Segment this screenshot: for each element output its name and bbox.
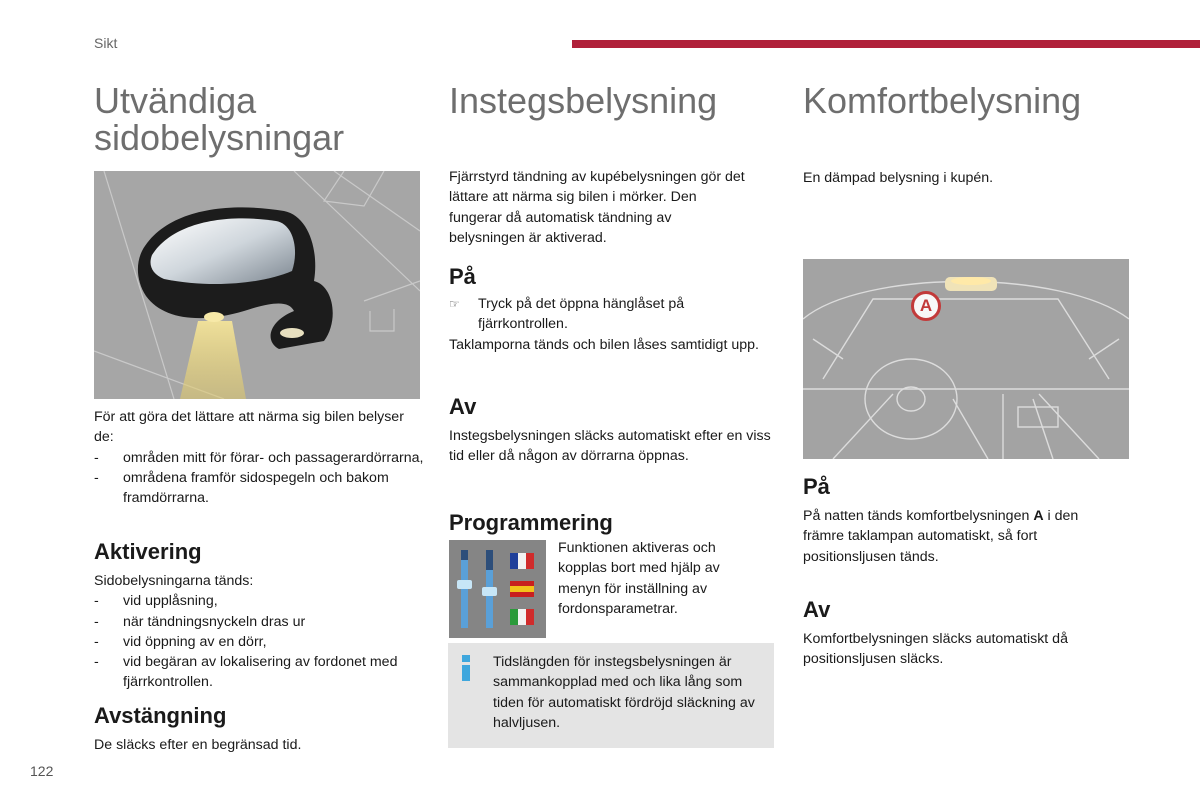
col1-intro: För att göra det lättare att närma sig bilen belyser de: (94, 409, 404, 446)
on-block-col2 (449, 294, 769, 355)
cabin-illustration (803, 259, 1129, 459)
header-accent-bar (572, 40, 1200, 48)
col1-title-line1: Utvändiga (94, 80, 257, 121)
on-bullet (449, 294, 769, 335)
off-heading-col3: Av (803, 597, 831, 622)
activation-heading: Aktivering (94, 539, 202, 564)
list-item: - vid begäran av lokalisering av fordonet med fjärrkontrollen. (94, 652, 424, 693)
list-item: - områden mitt för förar- och passagerardörrarna, (94, 448, 424, 468)
list-item: - när tändningsnyckeln dras ur (94, 612, 424, 632)
programming-text: Funktionen aktiveras och kopplas bort med hjälp av menyn för inställning av fordonsparametrar. (558, 540, 720, 617)
col1-intro-block (94, 407, 424, 508)
col1-title (94, 82, 424, 156)
list-item: - vid öppning av en dörr, (94, 632, 424, 652)
info-icon (459, 655, 473, 681)
off-text-col2: Instegsbelysningen släcks automatiskt efter en viss tid eller då någon av dörrarna öppnas. (449, 428, 771, 465)
on-heading-col2: På (449, 264, 476, 289)
programming-heading: Programmering (449, 510, 613, 535)
col2-intro: Fjärrstyrd tändning av kupébelysningen gör det lättare att närma sig bilen i mörker. Den fungerar då automatisk tändning av belysningen är aktiverad. (449, 169, 745, 246)
col2-title: Instegsbelysning (449, 80, 718, 121)
mirror-illustration (94, 171, 420, 399)
off-text-col1: De släcks efter en begränsad tid. (94, 737, 302, 753)
info-box (448, 643, 774, 748)
mirror-image (94, 171, 420, 399)
section-label: Sikt (94, 35, 118, 51)
on-text-col3-part1: På natten tänds komfortbelysningen (803, 508, 1034, 524)
on-bullet-text: Tryck på det öppna hänglåset på fjärrkontrollen. (478, 296, 685, 333)
activation-list (94, 591, 424, 692)
list-item: - områdena framför sidospegeln och bakom framdörrarna. (94, 468, 424, 509)
info-text: Tidslängden för instegsbelysningen är sammankopplad med och lika lång som tiden för automatiskt fördröjd släckning av halvljusen. (493, 654, 755, 731)
on-text-col3-bold: A (1033, 508, 1044, 524)
activation-block (94, 571, 424, 693)
page-number: 122 (30, 763, 54, 779)
off-heading-col1: Avstängning (94, 703, 227, 728)
settings-sliders-image (449, 540, 546, 638)
callout-a-badge: A (911, 291, 941, 321)
sliders-icon (449, 540, 546, 638)
finger-pointer-icon: ☞ (449, 297, 460, 311)
off-heading-col2: Av (449, 394, 477, 419)
on-heading-col3: På (803, 474, 830, 499)
on-text-col3-part2: i den främre taklampan automatiskt, så fort positionsljusen tänds. (803, 508, 1079, 565)
col1-intro-list (94, 448, 424, 509)
on-text-col3 (803, 506, 1103, 567)
list-item: - vid upplåsning, (94, 591, 424, 611)
col3-title: Komfortbelysning (803, 80, 1082, 121)
activation-intro: Sidobelysningarna tänds: (94, 573, 254, 589)
off-text-col3: Komfortbelysningen släcks automatiskt då positionsljusen släcks. (803, 631, 1068, 668)
on-text-col2: Taklamporna tänds och bilen låses samtidigt upp. (449, 336, 759, 353)
cabin-image (803, 259, 1129, 459)
col3-intro: En dämpad belysning i kupén. (803, 170, 994, 186)
col1-title-line2: sidobelysningar (94, 117, 345, 158)
